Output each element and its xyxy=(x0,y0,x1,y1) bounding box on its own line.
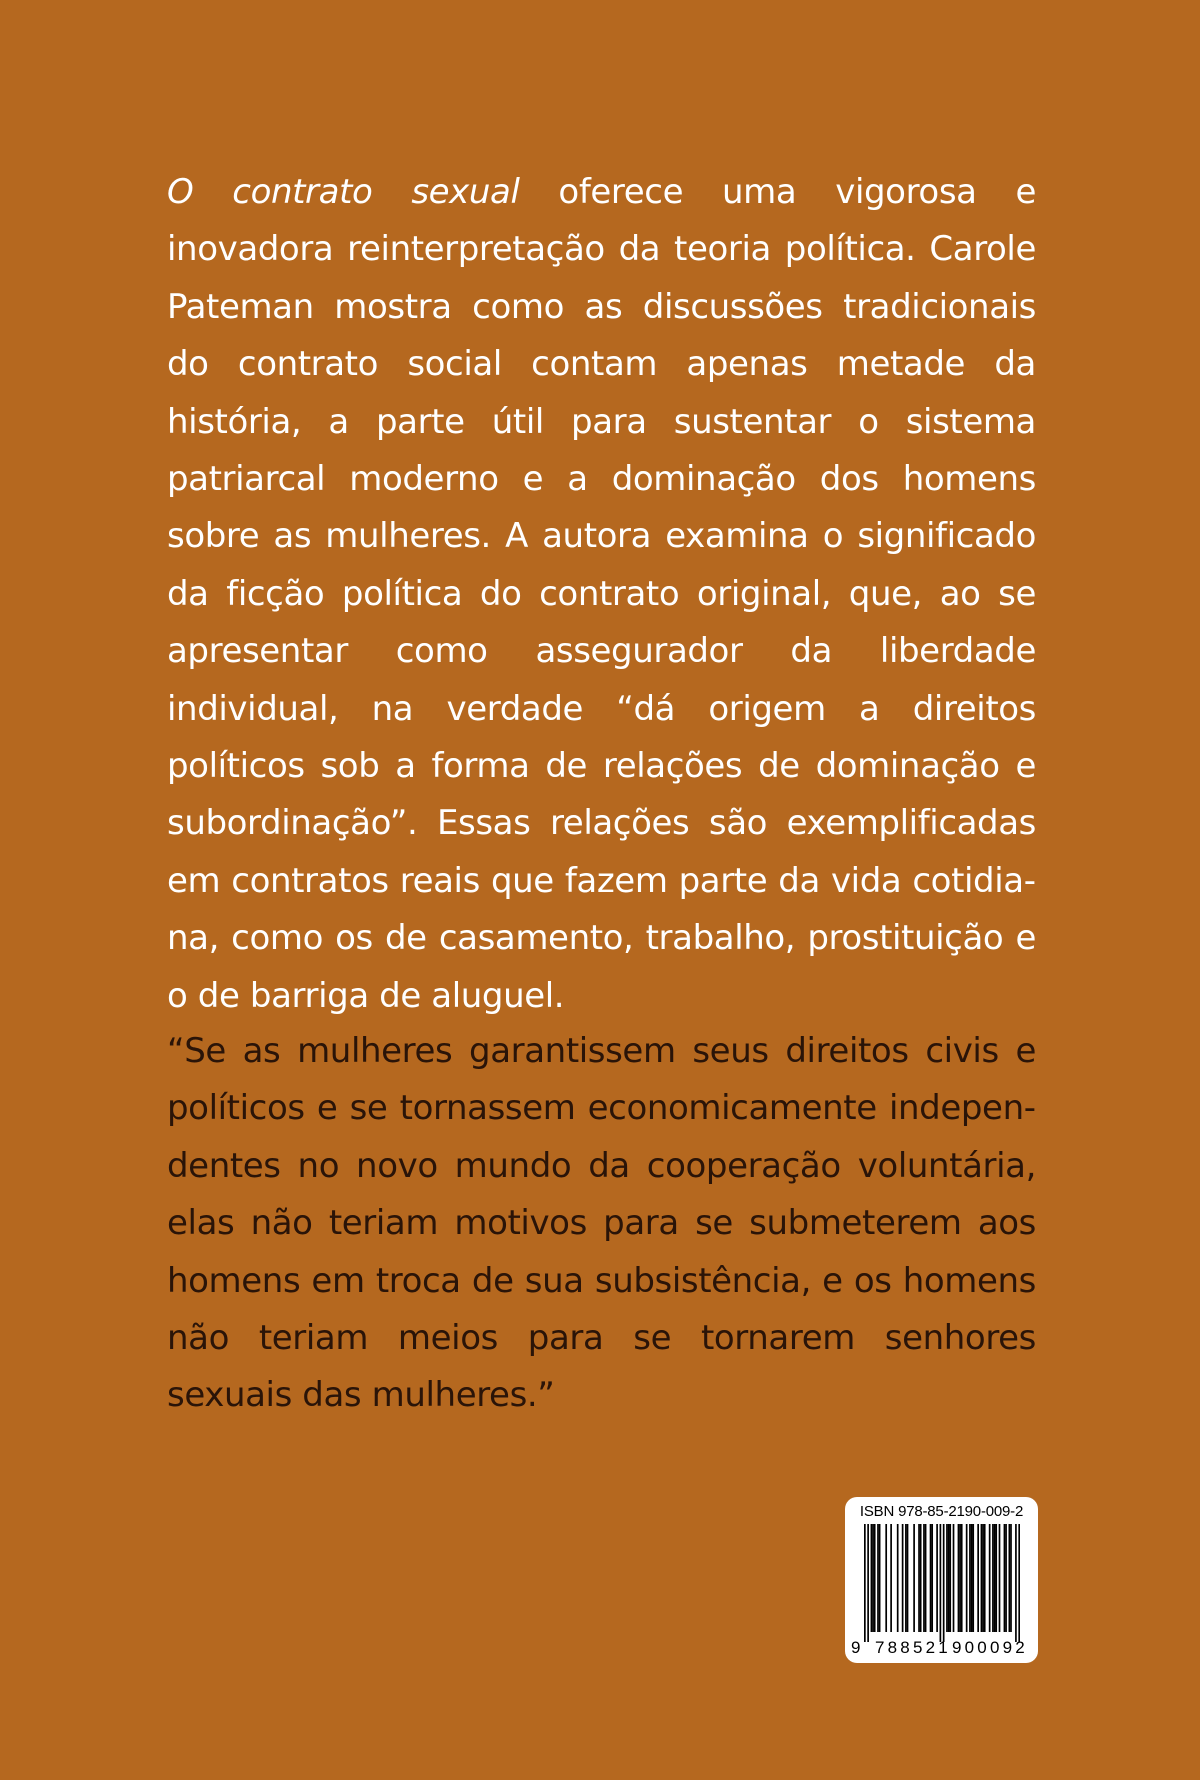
barcode-bar xyxy=(953,1524,955,1632)
barcode-bar xyxy=(961,1524,963,1632)
barcode-bar xyxy=(871,1524,873,1632)
barcode-bar xyxy=(920,1524,922,1632)
barcode-bar xyxy=(1018,1524,1020,1642)
barcode-bar xyxy=(930,1524,932,1632)
barcode-bar xyxy=(982,1524,984,1632)
synopsis-text: oferece uma vigorosa e inovadora reinterpretação da teoria política. Carole Pateman mostra como as discussões tradicionais do contrato social contam apenas metade da história, a parte útil para sustentar o sistema patriarcal moderno e a dominação dos homens sobre as mulheres. A autora examina o significado da ficção política do contrato original, que, ao se apresentar como assegurador da liberdade individual, na verdade “dá origem a direitos políticos sob a forma de relações de dominação e subordinação”. Essas relações são exemplificadas em contratos reais que fazem parte da vida cotidiana, como os de casamento, trabalho, prostituição e o de barriga de aluguel. xyxy=(167,172,1037,1016)
barcode-bar xyxy=(879,1524,881,1632)
barcode-bar xyxy=(913,1524,915,1632)
barcode-bars xyxy=(864,1524,1020,1642)
barcode-bar xyxy=(1009,1524,1011,1632)
barcode-bar xyxy=(874,1524,876,1632)
barcode-bar xyxy=(958,1524,960,1632)
barcode-bar xyxy=(923,1524,925,1632)
barcode-bar xyxy=(897,1524,899,1632)
isbn-barcode xyxy=(845,1497,1038,1663)
barcode-bar xyxy=(971,1524,973,1632)
synopsis-paragraph xyxy=(167,164,1036,1025)
barcode-bar xyxy=(992,1524,994,1632)
barcode-bar xyxy=(872,1524,874,1632)
barcode-bar xyxy=(885,1524,887,1632)
barcode-bar xyxy=(969,1524,971,1632)
barcode-bar xyxy=(943,1524,945,1642)
barcode-bar xyxy=(948,1524,950,1632)
barcode-bar xyxy=(890,1524,892,1632)
barcode-bar xyxy=(905,1524,907,1632)
ean-first-digit: 9 xyxy=(851,1638,861,1657)
barcode-bar xyxy=(1004,1524,1006,1632)
barcode-bar xyxy=(972,1524,974,1632)
book-title: O contrato sexual xyxy=(167,172,520,212)
barcode-bar xyxy=(867,1524,869,1642)
barcode-bar xyxy=(946,1524,948,1632)
barcode-bar xyxy=(994,1524,996,1632)
quote-paragraph: “Se as mulheres garantissem seus direitos civis e políticos e se tornassem economicamente independentes no novo mundo da cooperação voluntária, elas não teriam motivos para se submeterem aos homens em troca de sua subsistência, e os homens não teriam meios para se tornarem senhores sexuais das mulheres.” xyxy=(167,1031,1036,1416)
isbn-label: ISBN 978-85-2190-009-2 xyxy=(859,1503,1024,1520)
barcode-bar xyxy=(966,1524,968,1632)
barcode-bar xyxy=(918,1524,920,1632)
barcode-bar xyxy=(995,1524,997,1632)
barcode-bar xyxy=(1015,1524,1017,1642)
barcode-bar xyxy=(999,1524,1001,1632)
barcode-bar xyxy=(984,1524,986,1632)
barcode-bar xyxy=(989,1524,991,1632)
barcode-bar xyxy=(1005,1524,1007,1632)
ean-left-group: 788521 xyxy=(875,1638,951,1657)
ean-right-group: 900092 xyxy=(952,1638,1028,1657)
barcode-bar xyxy=(877,1524,879,1632)
barcode-bar xyxy=(981,1524,983,1632)
barcode-bar xyxy=(864,1524,866,1642)
barcode-bar xyxy=(902,1524,904,1632)
barcode-bar xyxy=(925,1524,927,1632)
barcode-bar xyxy=(959,1524,961,1632)
barcode-bar xyxy=(940,1524,942,1642)
barcode-bar xyxy=(931,1524,933,1632)
barcode-bar xyxy=(1010,1524,1012,1632)
barcode-bar xyxy=(907,1524,909,1632)
barcode-bar xyxy=(949,1524,951,1632)
barcode-bar xyxy=(936,1524,938,1632)
barcode-bar xyxy=(977,1524,979,1632)
